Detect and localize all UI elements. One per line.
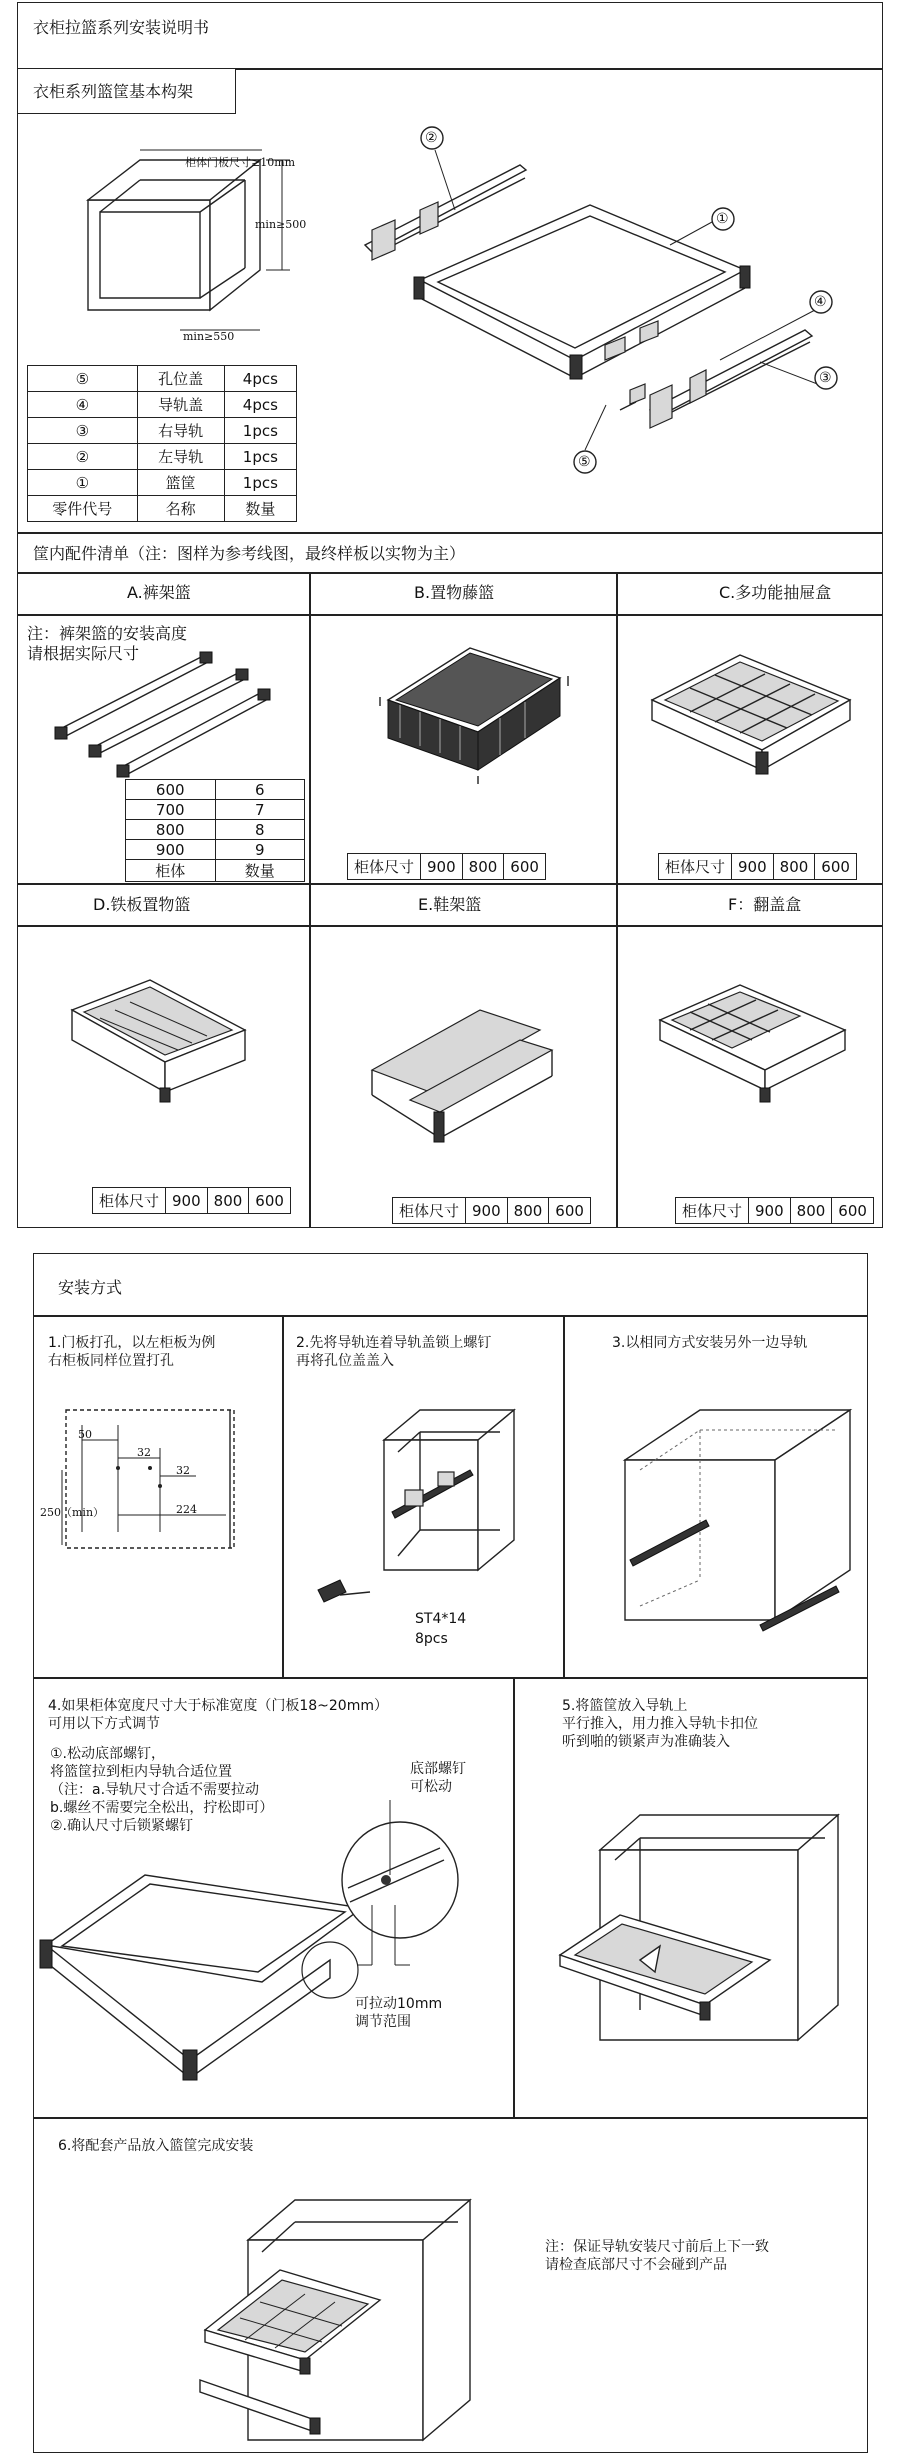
table-row: 600 6 bbox=[126, 780, 305, 800]
table-row: 柜体尺寸 900 800 600 bbox=[393, 1198, 591, 1224]
install-title: 安装方式 bbox=[58, 1278, 123, 1297]
table-row: ② 左导轨 1pcs bbox=[28, 444, 297, 470]
step4-sub-5: ②.确认尺寸后锁紧螺钉 bbox=[50, 1818, 194, 1834]
step4-line2: 可用以下方式调节 bbox=[48, 1716, 160, 1732]
step4-sub-4: b.螺丝不需要完全松出，拧松即可） bbox=[50, 1800, 274, 1816]
table-row: 800 8 bbox=[126, 820, 305, 840]
trouser-note-2: 请根据实际尺寸 bbox=[27, 644, 140, 663]
table-row: ④ 导轨盖 4pcs bbox=[28, 392, 297, 418]
accessory-e-label: E.鞋架篮 bbox=[418, 895, 482, 914]
callout-2: ② bbox=[425, 130, 438, 146]
callout-3: ③ bbox=[819, 370, 832, 386]
step5-line3: 听到啪的锁紧声为准确装入 bbox=[562, 1734, 730, 1750]
table-row: 柜体尺寸 900 800 600 bbox=[659, 854, 857, 880]
step1-dim-224: 224 bbox=[176, 1503, 197, 1516]
accessory-f-label: F：翻盖盒 bbox=[728, 895, 802, 914]
step5-line1: 5.将篮筐放入导轨上 bbox=[562, 1698, 688, 1714]
dim-depth: min≥500 bbox=[255, 218, 307, 231]
step4-sub-3: （注：a.导轨尺寸合适不需要拉动 bbox=[50, 1782, 260, 1798]
trouser-note-1: 注：裤架篮的安装高度 bbox=[27, 624, 188, 643]
table-row: ③ 右导轨 1pcs bbox=[28, 418, 297, 444]
step4-sub-1: ①.松动底部螺钉， bbox=[50, 1746, 166, 1762]
step4-range-label-2: 调节范围 bbox=[355, 2014, 411, 2030]
table-row: ⑤ 孔位盖 4pcs bbox=[28, 366, 297, 392]
step6-note-2: 请检查底部尺寸不会碰到产品 bbox=[545, 2257, 727, 2273]
accessory-title: 筐内配件清单（注：图样为参考线图，最终样板以实物为主） bbox=[33, 544, 466, 563]
step4-sub-2: 将篮筐拉到柜内导轨合适位置 bbox=[50, 1764, 232, 1780]
step5-line2: 平行推入，用力推入导轨卡扣位 bbox=[562, 1716, 758, 1732]
dim-door-panel: 柜体门板尺寸≥10mm bbox=[185, 156, 296, 169]
callout-5: ⑤ bbox=[578, 454, 591, 470]
callout-1: ① bbox=[716, 211, 729, 227]
callout-4: ④ bbox=[814, 294, 827, 310]
step4-range-label-1: 可拉动10mm bbox=[355, 1996, 443, 2012]
step4-line1: 4.如果柜体宽度尺寸大于标准宽度（门板18~20mm） bbox=[48, 1698, 388, 1714]
step1-dim-250: 250（min） bbox=[40, 1506, 105, 1519]
step3-line1: 3.以相同方式安装另外一边导轨 bbox=[612, 1335, 808, 1351]
table-row: 零件代号 名称 数量 bbox=[28, 496, 297, 522]
table-row: 柜体尺寸 900 800 600 bbox=[93, 1188, 291, 1214]
step4-screw-label-2: 可松动 bbox=[410, 1779, 452, 1795]
accessory-b-label: B.置物藤篮 bbox=[414, 583, 495, 602]
table-row: 柜体尺寸 900 800 600 bbox=[676, 1198, 874, 1224]
accessory-c-label: C.多功能抽屉盒 bbox=[719, 583, 832, 602]
dim-width: min≥550 bbox=[183, 330, 235, 343]
step1-line1: 1.门板打孔，以左柜板为例 bbox=[48, 1335, 216, 1351]
step2-line1: 2.先将导轨连着导轨盖锁上螺钉 bbox=[296, 1335, 492, 1351]
table-row: 900 9 bbox=[126, 840, 305, 860]
step6-note-1: 注：保证导轨安装尺寸前后上下一致 bbox=[545, 2239, 769, 2255]
step4-screw-label-1: 底部螺钉 bbox=[410, 1761, 466, 1777]
step1-dim-50: 50 bbox=[78, 1428, 92, 1441]
step1-line2: 右柜板同样位置打孔 bbox=[48, 1353, 174, 1369]
accessory-a-label: A.裤架篮 bbox=[127, 583, 191, 602]
table-row: ① 篮筐 1pcs bbox=[28, 470, 297, 496]
step2-screw-qty: 8pcs bbox=[415, 1631, 448, 1647]
frame-title: 衣柜系列篮筐基本构架 bbox=[33, 82, 194, 101]
step2-line2: 再将孔位盖盖入 bbox=[296, 1353, 394, 1369]
step2-screw-spec: ST4*14 bbox=[415, 1611, 467, 1627]
step1-dim-32a: 32 bbox=[137, 1446, 151, 1459]
table-row: 柜体尺寸 900 800 600 bbox=[348, 854, 546, 880]
document-title: 衣柜拉篮系列安装说明书 bbox=[33, 18, 210, 37]
table-row: 柜体 数量 bbox=[126, 860, 305, 882]
accessory-d-label: D.铁板置物篮 bbox=[93, 895, 191, 914]
step1-dim-32b: 32 bbox=[176, 1464, 190, 1477]
table-row: 700 7 bbox=[126, 800, 305, 820]
step6-line1: 6.将配套产品放入篮筐完成安装 bbox=[58, 2138, 254, 2154]
